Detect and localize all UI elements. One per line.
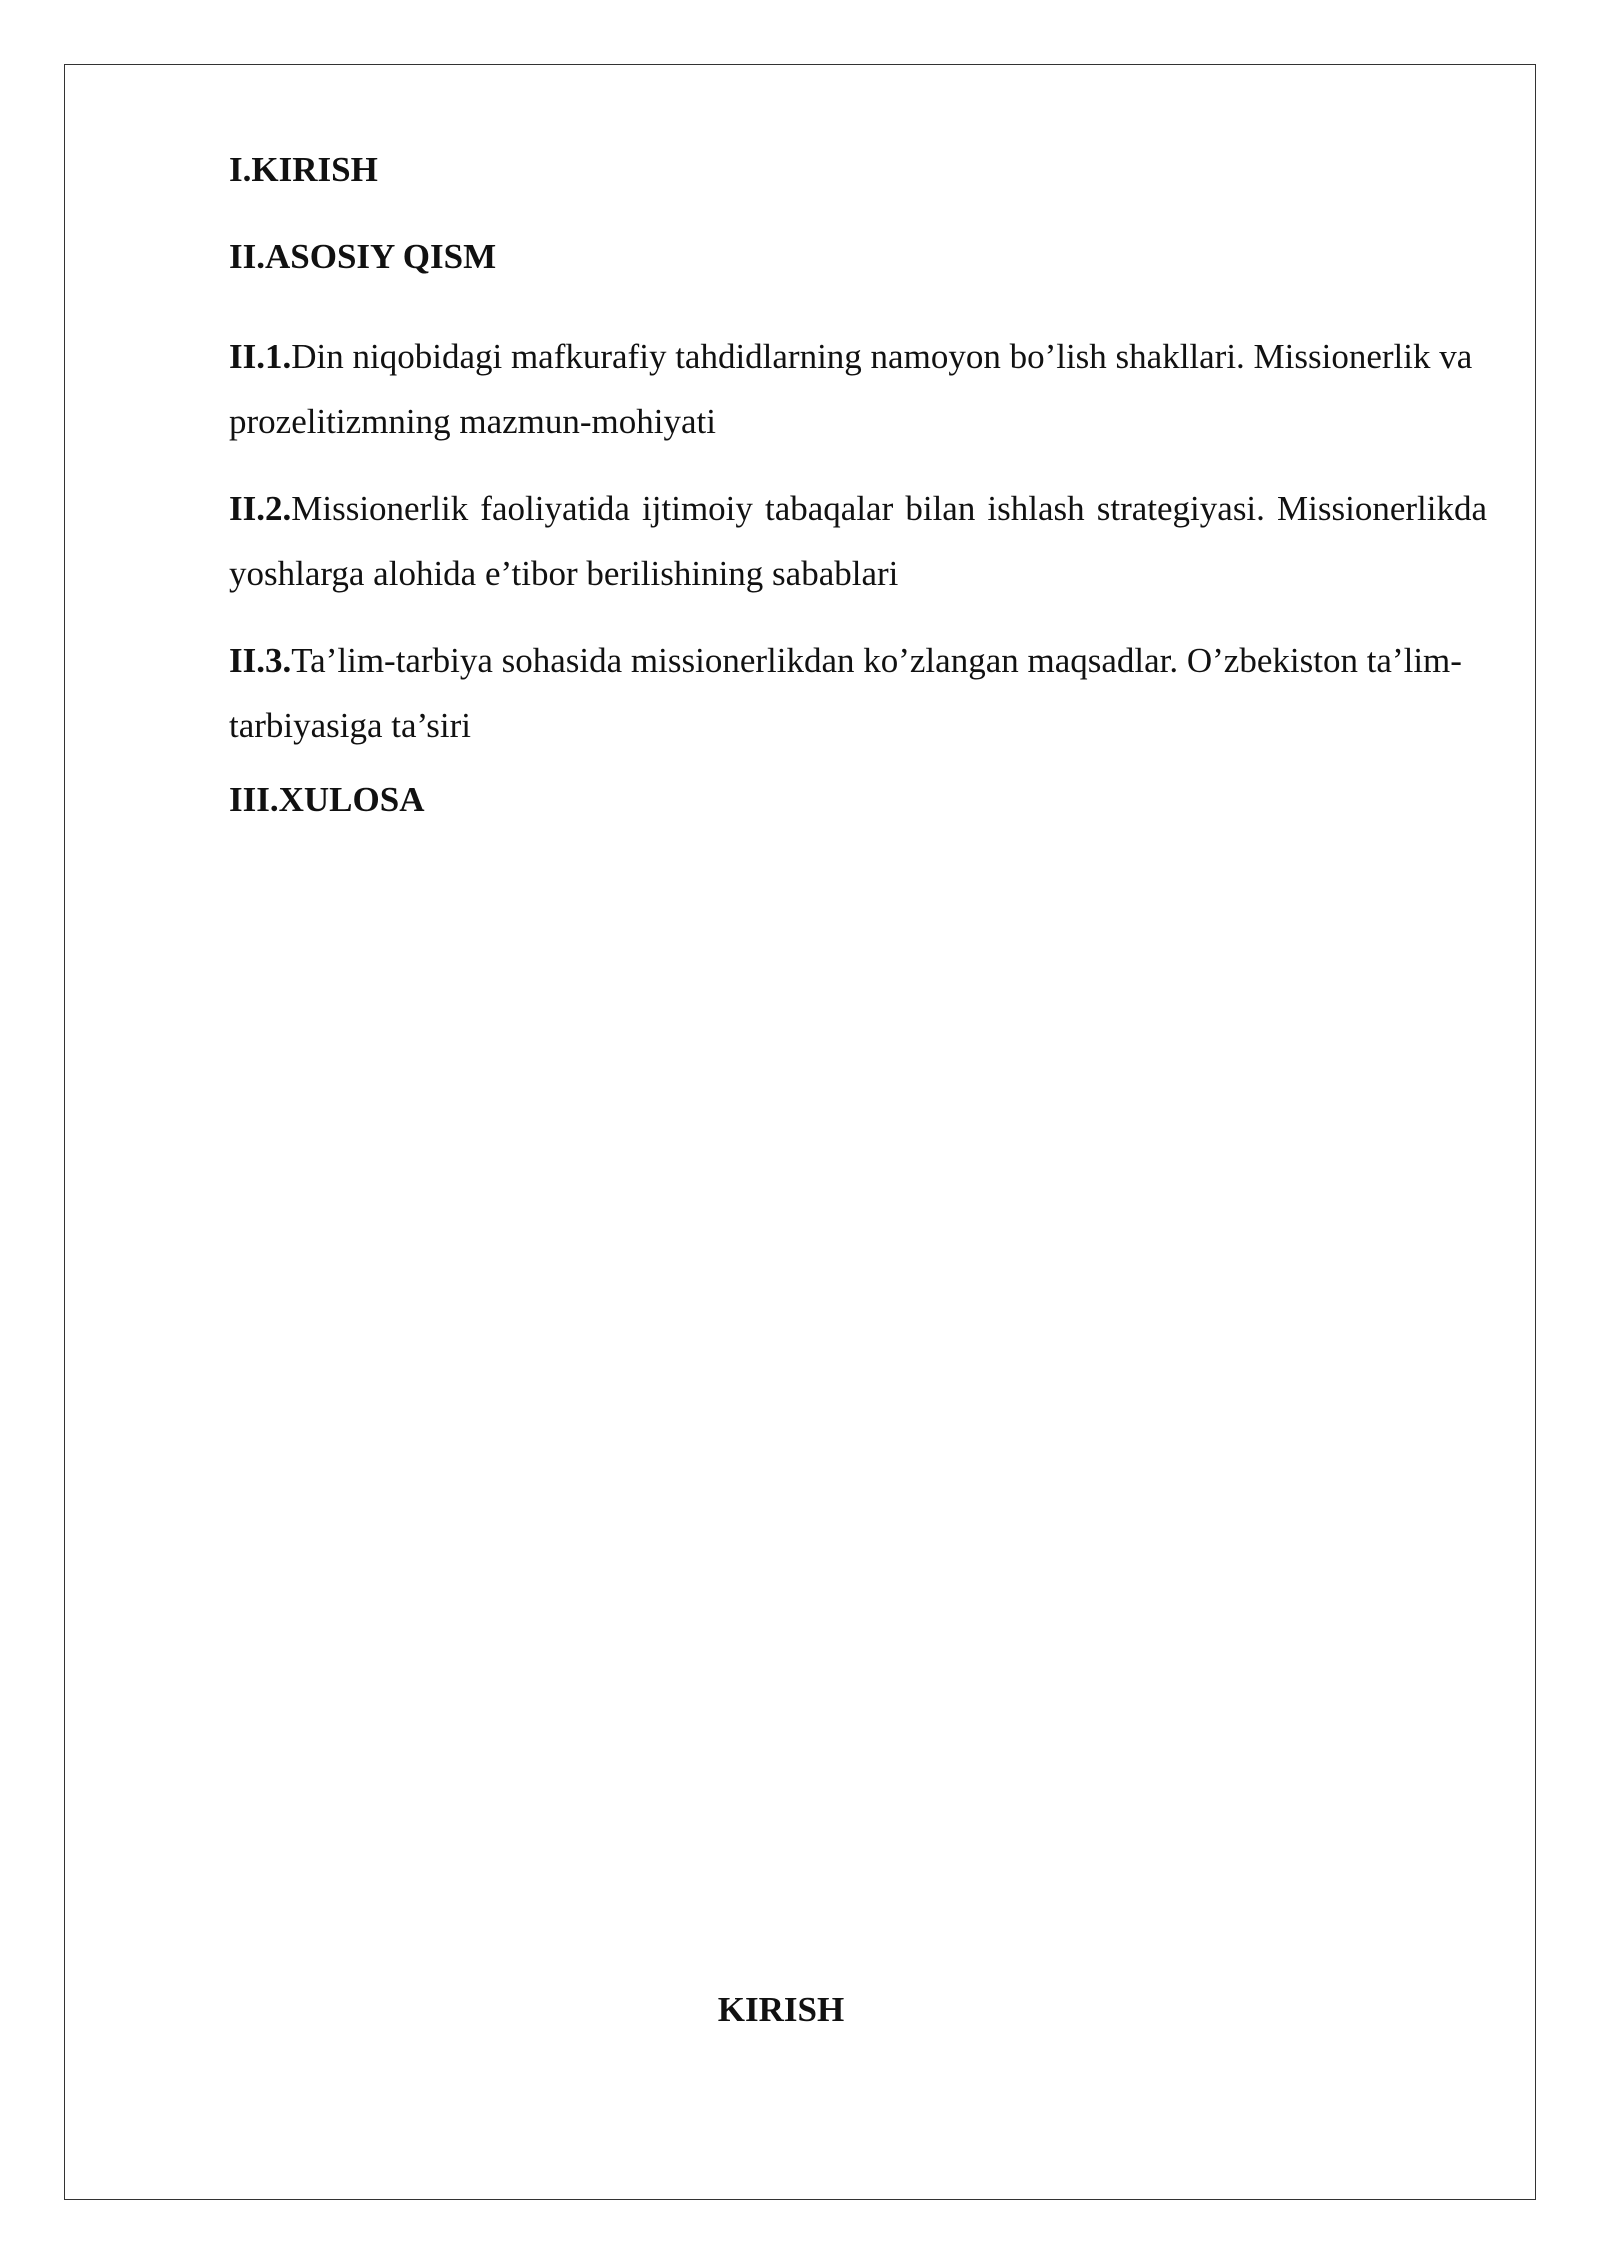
toc-item-2-1 [229, 324, 1487, 454]
table-of-contents [229, 150, 1487, 867]
section-title: KIRISH [717, 1990, 845, 2029]
toc-main-part-heading: II.ASOSIY QISM [229, 237, 497, 276]
toc-item-text: Missionerlik faoliyatida ijtimoiy tabaqalar bilan ishlash strategiyasi. Missionerlikda yoshlarga alohida e’tibor berilishining sabablari [229, 489, 1487, 593]
toc-conclusion-heading: III.XULOSA [229, 780, 425, 819]
toc-item-text: Din niqobidagi mafkurafiy tahdidlarning namoyon bo’lish shakllari. Missionerlik va prozelitizmning mazmun-mohiyati [229, 337, 1473, 441]
toc-item-number: II.3. [229, 641, 292, 680]
toc-item-number: II.1. [229, 337, 292, 376]
toc-item-text: Ta’lim-tarbiya sohasida missionerlikdan ko’zlangan maqsadlar. O’zbekiston ta’lim-tarbiyasiga ta’siri [229, 641, 1462, 745]
toc-intro-heading: I.KIRISH [229, 150, 378, 189]
toc-item-number: II.2. [229, 489, 292, 528]
toc-item-2-2 [229, 476, 1487, 606]
toc-item-2-3 [229, 628, 1487, 758]
